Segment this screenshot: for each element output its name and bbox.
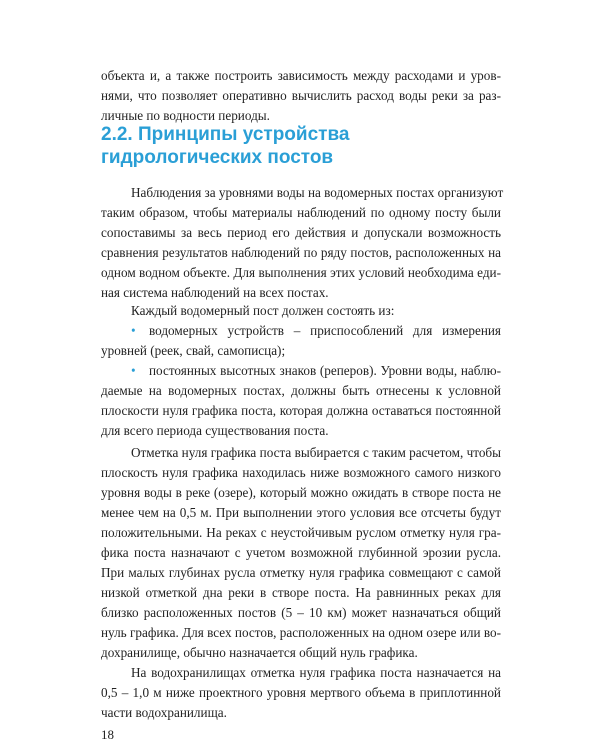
text-line-4: Наблюдения за уровнями воды на водомерных постах организуют xyxy=(131,185,504,200)
text-line-12: уровней (реек, свай, самописца); xyxy=(101,343,286,358)
section-heading-line-1: 2.2. Принципы устройства xyxy=(101,124,350,145)
list-bullet-1: • xyxy=(131,323,136,338)
text-line-10: Каждый водомерный пост должен состоять из: xyxy=(131,303,395,318)
text-line-15: плоскости нуля графика поста, которая должна оставаться постоянной xyxy=(101,403,501,418)
text-line-16: для всего периода существования поста. xyxy=(101,423,329,438)
text-line-21: положительными. На реках с неустойчивым руслом отметку нуля гра- xyxy=(101,525,501,540)
text-line-18: плоскость нуля графика находилась ниже возможного самого низкого xyxy=(101,465,501,480)
text-line-14: даемые на водомерных постах, должны быть отнесены к условной xyxy=(101,383,501,398)
text-line-28: На водохранилищах отметка нуля графика поста назначается на xyxy=(131,665,501,680)
text-line-26: нуль графика. Для всех постов, расположенных на одном озере или во- xyxy=(101,625,501,640)
text-line-1: объекта и, а также построить зависимость между расходами и уров- xyxy=(101,68,501,83)
text-line-11: водомерных устройств – приспособлений для измерения xyxy=(149,323,501,338)
text-line-19: уровня воды в реке (озере), который можно ожидать в створе поста не xyxy=(101,485,501,500)
text-line-20: менее чем на 0,5 м. При выполнении этого условия все отсчеты будут xyxy=(101,505,501,520)
text-line-13: постоянных высотных знаков (реперов). Уровни воды, наблю- xyxy=(149,363,501,378)
text-line-6: сопоставимы за весь период его действия и допускали возможность xyxy=(101,225,501,240)
text-line-24: низкой отметкой дна реки в створе поста. На равнинных реках для xyxy=(101,585,501,600)
text-line-17: Отметка нуля графика поста выбирается с таким расчетом, чтобы xyxy=(131,445,501,460)
list-bullet-2: • xyxy=(131,363,136,378)
text-line-30: части водохранилища. xyxy=(101,705,227,720)
text-line-8: одном водном объекте. Для выполнения этих условий необходима еди- xyxy=(101,265,501,280)
page-number: 18 xyxy=(101,727,114,742)
text-line-2: нями, что позволяет оперативно вычислить расход воды реки за раз- xyxy=(101,88,501,103)
text-line-27: дохранилище, обычно назначается общий нуль графика. xyxy=(101,645,418,660)
text-line-3: личные по водности периоды. xyxy=(101,108,270,123)
text-line-9: ная система наблюдений на всех постах. xyxy=(101,285,329,300)
text-line-25: близко расположенных постов (5 – 10 км) может назначаться общий xyxy=(101,605,501,620)
section-heading-line-2: гидрологических постов xyxy=(101,147,334,168)
text-line-5: таким образом, чтобы материалы наблюдений по одному посту были xyxy=(101,205,501,220)
text-line-23: При малых глубинах русла отметку нуля графика совмещают с самой xyxy=(101,565,501,580)
text-line-7: сравнения результатов наблюдений по ряду постов, расположенных на xyxy=(101,245,501,260)
text-line-22: фика поста назначают с учетом возможной глубинной эрозии русла. xyxy=(101,545,501,560)
text-line-29: 0,5 – 1,0 м ниже проектного уровня мертвого объема в приплотинной xyxy=(101,685,501,700)
